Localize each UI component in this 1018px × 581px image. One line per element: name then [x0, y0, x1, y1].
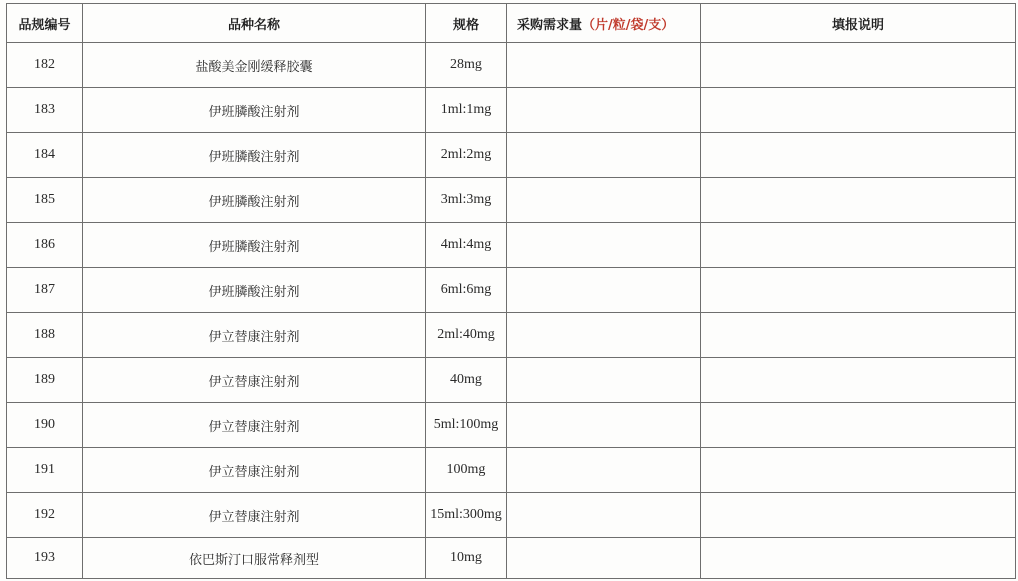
cell-spec: 6ml:6mg: [426, 268, 507, 313]
table-row: [7, 268, 1016, 313]
cell-notes[interactable]: [701, 538, 1016, 579]
table-row: [7, 493, 1016, 538]
cell-name: 伊立替康注射剂: [83, 448, 426, 493]
cell-id: 192: [7, 493, 83, 538]
cell-id: 189: [7, 358, 83, 403]
cell-id: 190: [7, 403, 83, 448]
table-row: [7, 88, 1016, 133]
table-row: [7, 403, 1016, 448]
cell-quantity[interactable]: [507, 268, 701, 313]
cell-notes[interactable]: [701, 133, 1016, 178]
cell-quantity[interactable]: [507, 448, 701, 493]
table-row: [7, 538, 1016, 579]
table-row: [7, 178, 1016, 223]
table-body: [7, 43, 1016, 579]
header-name: 品种名称: [83, 4, 426, 43]
cell-name: 依巴斯汀口服常释剂型: [83, 538, 426, 579]
header-quantity: [507, 4, 701, 43]
cell-quantity[interactable]: [507, 493, 701, 538]
cell-id: 186: [7, 223, 83, 268]
cell-name: 伊班膦酸注射剂: [83, 268, 426, 313]
cell-notes[interactable]: [701, 88, 1016, 133]
cell-id: 188: [7, 313, 83, 358]
header-row: [7, 4, 1016, 43]
cell-notes[interactable]: [701, 403, 1016, 448]
cell-spec: 2ml:40mg: [426, 313, 507, 358]
cell-id: 193: [7, 538, 83, 579]
cell-name: 伊立替康注射剂: [83, 403, 426, 448]
cell-notes[interactable]: [701, 358, 1016, 403]
table-row: [7, 358, 1016, 403]
cell-notes[interactable]: [701, 268, 1016, 313]
cell-notes[interactable]: [701, 448, 1016, 493]
cell-spec: 5ml:100mg: [426, 403, 507, 448]
table-row: [7, 448, 1016, 493]
table-header: [7, 4, 1016, 43]
cell-quantity[interactable]: [507, 358, 701, 403]
table-row: [7, 133, 1016, 178]
cell-spec: 4ml:4mg: [426, 223, 507, 268]
cell-id: 182: [7, 43, 83, 88]
cell-quantity[interactable]: [507, 178, 701, 223]
cell-notes[interactable]: [701, 313, 1016, 358]
procurement-table: [6, 3, 1016, 579]
cell-spec: 28mg: [426, 43, 507, 88]
cell-notes[interactable]: [701, 493, 1016, 538]
cell-id: 183: [7, 88, 83, 133]
header-notes: 填报说明: [701, 4, 1016, 43]
cell-id: 187: [7, 268, 83, 313]
cell-name: 盐酸美金刚缓释胶囊: [83, 43, 426, 88]
cell-quantity[interactable]: [507, 538, 701, 579]
cell-name: 伊立替康注射剂: [83, 313, 426, 358]
cell-quantity[interactable]: [507, 313, 701, 358]
cell-name: 伊班膦酸注射剂: [83, 223, 426, 268]
cell-id: 191: [7, 448, 83, 493]
cell-spec: 15ml:300mg: [426, 493, 507, 538]
cell-name: 伊班膦酸注射剂: [83, 133, 426, 178]
cell-id: 185: [7, 178, 83, 223]
header-quantity-unit: （片/粒/袋/支）: [582, 17, 675, 33]
cell-notes[interactable]: [701, 178, 1016, 223]
cell-spec: 100mg: [426, 448, 507, 493]
cell-spec: 1ml:1mg: [426, 88, 507, 133]
header-id: 品规编号: [7, 4, 83, 43]
cell-quantity[interactable]: [507, 88, 701, 133]
table-row: [7, 43, 1016, 88]
cell-quantity[interactable]: [507, 133, 701, 178]
cell-name: 伊立替康注射剂: [83, 493, 426, 538]
cell-spec: 3ml:3mg: [426, 178, 507, 223]
cell-quantity[interactable]: [507, 403, 701, 448]
cell-spec: 2ml:2mg: [426, 133, 507, 178]
cell-notes[interactable]: [701, 43, 1016, 88]
cell-name: 伊班膦酸注射剂: [83, 178, 426, 223]
cell-quantity[interactable]: [507, 223, 701, 268]
cell-spec: 40mg: [426, 358, 507, 403]
cell-name: 伊班膦酸注射剂: [83, 88, 426, 133]
header-quantity-label: 采购需求量: [517, 17, 583, 33]
cell-spec: 10mg: [426, 538, 507, 579]
cell-id: 184: [7, 133, 83, 178]
table-row: [7, 223, 1016, 268]
header-spec: 规格: [426, 4, 507, 43]
cell-notes[interactable]: [701, 223, 1016, 268]
cell-quantity[interactable]: [507, 43, 701, 88]
table-row: [7, 313, 1016, 358]
cell-name: 伊立替康注射剂: [83, 358, 426, 403]
